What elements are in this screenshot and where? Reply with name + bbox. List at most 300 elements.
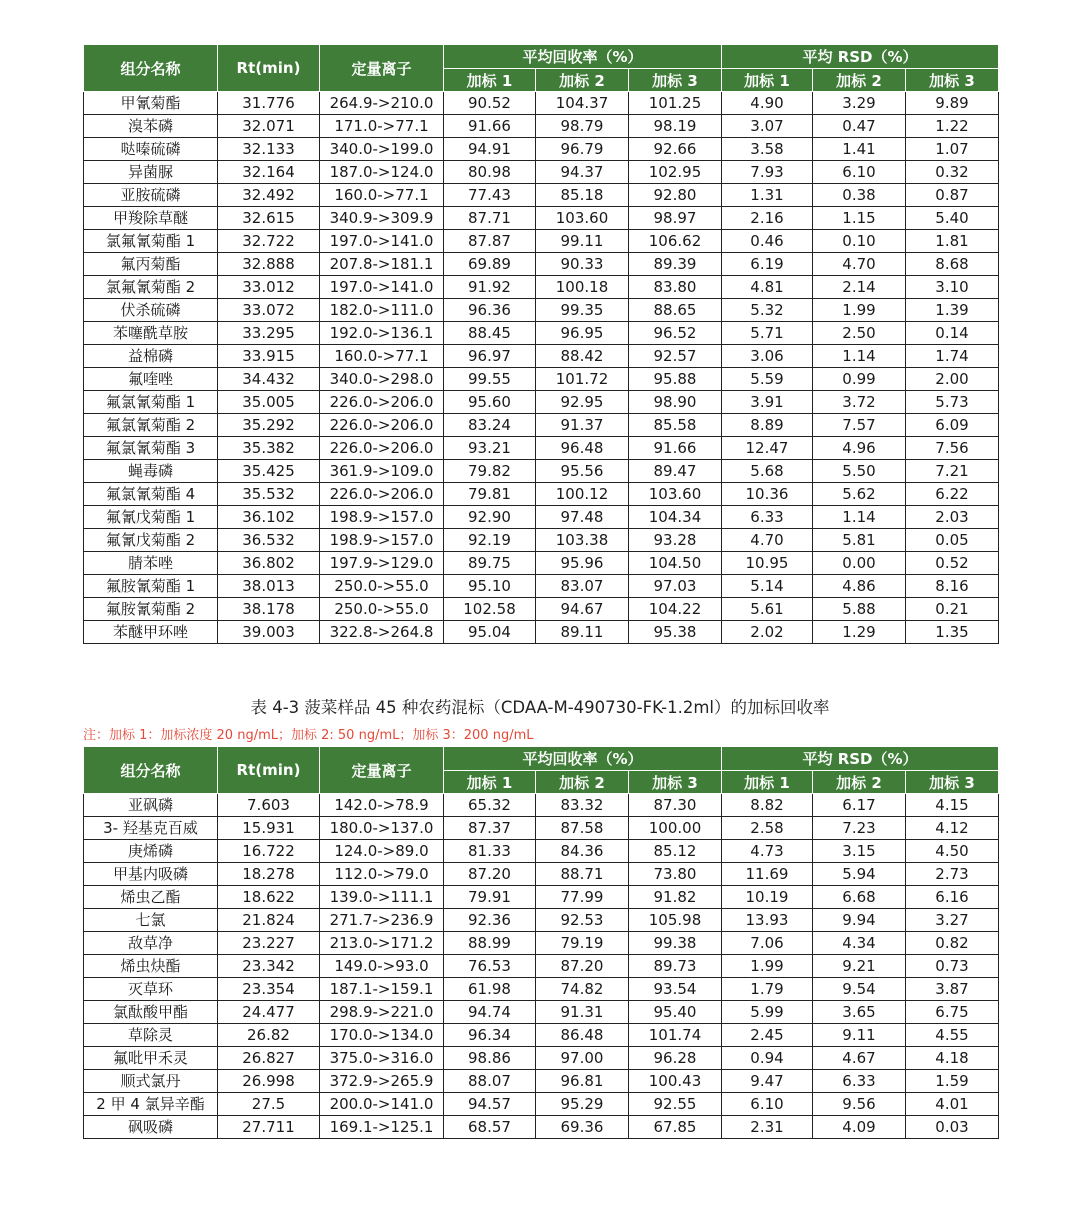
cell-rsd-1: 11.69 xyxy=(722,863,813,886)
cell-ion: 160.0->77.1 xyxy=(320,345,444,368)
cell-recovery-2: 94.37 xyxy=(536,161,629,184)
cell-rt: 23.342 xyxy=(218,955,320,978)
cell-recovery-3: 102.95 xyxy=(629,161,722,184)
cell-rsd-3: 6.09 xyxy=(906,414,999,437)
cell-rsd-1: 10.36 xyxy=(722,483,813,506)
cell-recovery-3: 89.73 xyxy=(629,955,722,978)
cell-rt: 18.278 xyxy=(218,863,320,886)
cell-rsd-1: 10.95 xyxy=(722,552,813,575)
cell-ion: 180.0->137.0 xyxy=(320,817,444,840)
cell-ion: 298.9->221.0 xyxy=(320,1001,444,1024)
cell-ion: 182.0->111.0 xyxy=(320,299,444,322)
cell-recovery-1: 87.87 xyxy=(444,230,536,253)
cell-rsd-2: 4.86 xyxy=(813,575,906,598)
cell-rsd-2: 5.88 xyxy=(813,598,906,621)
cell-rsd-2: 9.54 xyxy=(813,978,906,1001)
cell-recovery-1: 61.98 xyxy=(444,978,536,1001)
cell-rsd-1: 1.99 xyxy=(722,955,813,978)
cell-name: 氟氯氰菊酯 4 xyxy=(84,483,218,506)
cell-rsd-3: 0.82 xyxy=(906,932,999,955)
table-row xyxy=(84,299,999,322)
cell-name: 氟胺氰菊酯 1 xyxy=(84,575,218,598)
cell-name: 氟喹唑 xyxy=(84,368,218,391)
cell-rsd-2: 2.14 xyxy=(813,276,906,299)
table-row xyxy=(84,840,999,863)
cell-rsd-2: 6.10 xyxy=(813,161,906,184)
header-rsd-level1: 加标 1 xyxy=(722,771,813,794)
cell-rsd-1: 2.58 xyxy=(722,817,813,840)
cell-rsd-3: 6.75 xyxy=(906,1001,999,1024)
cell-rsd-1: 5.99 xyxy=(722,1001,813,1024)
cell-recovery-3: 87.30 xyxy=(629,794,722,817)
cell-rsd-2: 5.81 xyxy=(813,529,906,552)
cell-rsd-3: 8.68 xyxy=(906,253,999,276)
cell-name: 烯虫炔酯 xyxy=(84,955,218,978)
cell-recovery-1: 102.58 xyxy=(444,598,536,621)
cell-ion: 271.7->236.9 xyxy=(320,909,444,932)
cell-recovery-3: 88.65 xyxy=(629,299,722,322)
cell-name: 蝇毒磷 xyxy=(84,460,218,483)
cell-recovery-3: 93.28 xyxy=(629,529,722,552)
cell-rsd-2: 7.23 xyxy=(813,817,906,840)
cell-rsd-1: 9.47 xyxy=(722,1070,813,1093)
cell-recovery-1: 88.99 xyxy=(444,932,536,955)
cell-name: 益棉磷 xyxy=(84,345,218,368)
cell-rsd-3: 6.16 xyxy=(906,886,999,909)
cell-ion: 187.0->124.0 xyxy=(320,161,444,184)
cell-ion: 226.0->206.0 xyxy=(320,437,444,460)
cell-rsd-1: 12.47 xyxy=(722,437,813,460)
cell-rsd-1: 2.45 xyxy=(722,1024,813,1047)
cell-recovery-3: 83.80 xyxy=(629,276,722,299)
header-ion: 定量离子 xyxy=(320,45,444,92)
cell-rsd-1: 2.16 xyxy=(722,207,813,230)
cell-name: 砜吸磷 xyxy=(84,1116,218,1139)
cell-rsd-1: 2.02 xyxy=(722,621,813,644)
cell-ion: 149.0->93.0 xyxy=(320,955,444,978)
cell-rsd-1: 2.31 xyxy=(722,1116,813,1139)
table-row xyxy=(84,437,999,460)
cell-rsd-1: 10.19 xyxy=(722,886,813,909)
cell-rsd-2: 3.72 xyxy=(813,391,906,414)
cell-recovery-1: 80.98 xyxy=(444,161,536,184)
table-row xyxy=(84,276,999,299)
cell-ion: 198.9->157.0 xyxy=(320,529,444,552)
cell-rt: 26.827 xyxy=(218,1047,320,1070)
cell-recovery-1: 93.21 xyxy=(444,437,536,460)
header-rsd-group: 平均 RSD（%） xyxy=(722,747,999,771)
cell-recovery-1: 92.90 xyxy=(444,506,536,529)
cell-recovery-2: 98.79 xyxy=(536,115,629,138)
table-row xyxy=(84,932,999,955)
cell-name: 异菌脲 xyxy=(84,161,218,184)
cell-rsd-3: 8.16 xyxy=(906,575,999,598)
cell-recovery-1: 95.60 xyxy=(444,391,536,414)
cell-rsd-2: 4.34 xyxy=(813,932,906,955)
cell-name: 氟氰戊菊酯 2 xyxy=(84,529,218,552)
cell-rsd-3: 7.56 xyxy=(906,437,999,460)
header-rt: Rt(min) xyxy=(218,747,320,794)
cell-rt: 26.998 xyxy=(218,1070,320,1093)
cell-rsd-1: 8.82 xyxy=(722,794,813,817)
table-row xyxy=(84,322,999,345)
cell-recovery-1: 96.34 xyxy=(444,1024,536,1047)
cell-rt: 35.292 xyxy=(218,414,320,437)
cell-recovery-2: 89.11 xyxy=(536,621,629,644)
cell-recovery-3: 92.66 xyxy=(629,138,722,161)
cell-rsd-3: 2.73 xyxy=(906,863,999,886)
cell-recovery-2: 103.38 xyxy=(536,529,629,552)
cell-rt: 38.178 xyxy=(218,598,320,621)
table-row xyxy=(84,598,999,621)
cell-name: 2 甲 4 氯异辛酯 xyxy=(84,1093,218,1116)
cell-rsd-3: 0.14 xyxy=(906,322,999,345)
cell-rt: 35.425 xyxy=(218,460,320,483)
cell-rsd-3: 2.03 xyxy=(906,506,999,529)
cell-rsd-2: 5.94 xyxy=(813,863,906,886)
cell-name: 灭草环 xyxy=(84,978,218,1001)
cell-ion: 160.0->77.1 xyxy=(320,184,444,207)
cell-ion: 169.1->125.1 xyxy=(320,1116,444,1139)
cell-recovery-1: 79.91 xyxy=(444,886,536,909)
cell-rsd-3: 4.55 xyxy=(906,1024,999,1047)
cell-rsd-3: 1.07 xyxy=(906,138,999,161)
cell-recovery-3: 98.19 xyxy=(629,115,722,138)
cell-rt: 33.295 xyxy=(218,322,320,345)
table-row xyxy=(84,621,999,644)
cell-rsd-3: 5.73 xyxy=(906,391,999,414)
cell-name: 氟胺氰菊酯 2 xyxy=(84,598,218,621)
cell-rt: 32.492 xyxy=(218,184,320,207)
cell-rsd-1: 8.89 xyxy=(722,414,813,437)
cell-rsd-3: 0.21 xyxy=(906,598,999,621)
table-row xyxy=(84,253,999,276)
cell-name: 庚烯磷 xyxy=(84,840,218,863)
cell-rsd-1: 13.93 xyxy=(722,909,813,932)
cell-ion: 197.0->141.0 xyxy=(320,276,444,299)
cell-recovery-1: 99.55 xyxy=(444,368,536,391)
cell-name: 氯氟氰菊酯 1 xyxy=(84,230,218,253)
header-rsd-level3: 加标 3 xyxy=(906,771,999,794)
cell-rsd-1: 1.31 xyxy=(722,184,813,207)
cell-recovery-2: 91.31 xyxy=(536,1001,629,1024)
cell-ion: 124.0->89.0 xyxy=(320,840,444,863)
cell-ion: 142.0->78.9 xyxy=(320,794,444,817)
cell-rsd-2: 4.96 xyxy=(813,437,906,460)
table-row xyxy=(84,207,999,230)
cell-rsd-1: 4.81 xyxy=(722,276,813,299)
cell-recovery-2: 95.96 xyxy=(536,552,629,575)
cell-recovery-2: 94.67 xyxy=(536,598,629,621)
cell-rsd-1: 3.06 xyxy=(722,345,813,368)
cell-recovery-1: 81.33 xyxy=(444,840,536,863)
cell-recovery-2: 87.20 xyxy=(536,955,629,978)
table-row xyxy=(84,460,999,483)
cell-recovery-1: 65.32 xyxy=(444,794,536,817)
cell-rt: 35.382 xyxy=(218,437,320,460)
cell-rsd-1: 3.07 xyxy=(722,115,813,138)
cell-name: 氟氯氰菊酯 1 xyxy=(84,391,218,414)
cell-ion: 200.0->141.0 xyxy=(320,1093,444,1116)
cell-recovery-1: 79.82 xyxy=(444,460,536,483)
cell-rsd-2: 4.67 xyxy=(813,1047,906,1070)
cell-rsd-1: 3.91 xyxy=(722,391,813,414)
cell-rsd-3: 0.03 xyxy=(906,1116,999,1139)
cell-rt: 32.071 xyxy=(218,115,320,138)
cell-recovery-1: 87.37 xyxy=(444,817,536,840)
cell-rsd-1: 5.32 xyxy=(722,299,813,322)
header-recovery-level1: 加标 1 xyxy=(444,771,536,794)
table-2-body xyxy=(84,794,999,1139)
cell-ion: 187.1->159.1 xyxy=(320,978,444,1001)
cell-recovery-1: 69.89 xyxy=(444,253,536,276)
cell-rsd-1: 4.70 xyxy=(722,529,813,552)
cell-rsd-2: 5.62 xyxy=(813,483,906,506)
header-name: 组分名称 xyxy=(84,45,218,92)
cell-recovery-1: 77.43 xyxy=(444,184,536,207)
header-ion: 定量离子 xyxy=(320,747,444,794)
header-name: 组分名称 xyxy=(84,747,218,794)
table-row xyxy=(84,1070,999,1093)
table-row xyxy=(84,1047,999,1070)
cell-ion: 340.0->199.0 xyxy=(320,138,444,161)
cell-ion: 361.9->109.0 xyxy=(320,460,444,483)
cell-name: 氟氰戊菊酯 1 xyxy=(84,506,218,529)
cell-recovery-2: 104.37 xyxy=(536,92,629,115)
table-row xyxy=(84,1001,999,1024)
cell-recovery-2: 96.48 xyxy=(536,437,629,460)
cell-rt: 32.722 xyxy=(218,230,320,253)
cell-rsd-2: 6.17 xyxy=(813,794,906,817)
table-note: 注：加标 1：加标浓度 20 ng/mL；加标 2: 50 ng/mL；加标 3：200 ng/mL xyxy=(83,728,534,743)
cell-recovery-1: 96.97 xyxy=(444,345,536,368)
cell-rt: 33.012 xyxy=(218,276,320,299)
cell-ion: 250.0->55.0 xyxy=(320,575,444,598)
cell-rt: 21.824 xyxy=(218,909,320,932)
cell-rsd-1: 7.06 xyxy=(722,932,813,955)
cell-name: 溴苯磷 xyxy=(84,115,218,138)
cell-rsd-3: 0.52 xyxy=(906,552,999,575)
cell-rsd-1: 5.61 xyxy=(722,598,813,621)
cell-rt: 38.013 xyxy=(218,575,320,598)
cell-name: 哒嗪硫磷 xyxy=(84,138,218,161)
cell-recovery-3: 103.60 xyxy=(629,483,722,506)
cell-recovery-3: 92.80 xyxy=(629,184,722,207)
cell-rsd-2: 4.70 xyxy=(813,253,906,276)
cell-name: 甲基内吸磷 xyxy=(84,863,218,886)
table-row xyxy=(84,909,999,932)
cell-recovery-3: 98.90 xyxy=(629,391,722,414)
cell-rsd-2: 0.10 xyxy=(813,230,906,253)
cell-name: 甲氰菊酯 xyxy=(84,92,218,115)
cell-rt: 27.711 xyxy=(218,1116,320,1139)
cell-recovery-2: 99.35 xyxy=(536,299,629,322)
cell-name: 草除灵 xyxy=(84,1024,218,1047)
cell-recovery-2: 69.36 xyxy=(536,1116,629,1139)
cell-ion: 372.9->265.9 xyxy=(320,1070,444,1093)
cell-recovery-2: 87.58 xyxy=(536,817,629,840)
cell-recovery-1: 68.57 xyxy=(444,1116,536,1139)
table-row xyxy=(84,115,999,138)
cell-ion: 226.0->206.0 xyxy=(320,391,444,414)
cell-rsd-2: 5.50 xyxy=(813,460,906,483)
cell-recovery-2: 84.36 xyxy=(536,840,629,863)
cell-rt: 24.477 xyxy=(218,1001,320,1024)
cell-rt: 18.622 xyxy=(218,886,320,909)
cell-rsd-1: 5.68 xyxy=(722,460,813,483)
cell-rt: 7.603 xyxy=(218,794,320,817)
cell-rsd-3: 4.01 xyxy=(906,1093,999,1116)
cell-recovery-3: 85.12 xyxy=(629,840,722,863)
table-row xyxy=(84,345,999,368)
cell-rsd-3: 4.50 xyxy=(906,840,999,863)
cell-name: 苯噻酰草胺 xyxy=(84,322,218,345)
cell-rsd-3: 3.27 xyxy=(906,909,999,932)
cell-rsd-2: 3.15 xyxy=(813,840,906,863)
cell-rt: 34.432 xyxy=(218,368,320,391)
cell-rsd-3: 1.74 xyxy=(906,345,999,368)
cell-recovery-2: 101.72 xyxy=(536,368,629,391)
cell-ion: 171.0->77.1 xyxy=(320,115,444,138)
cell-recovery-1: 94.91 xyxy=(444,138,536,161)
cell-recovery-1: 90.52 xyxy=(444,92,536,115)
cell-recovery-3: 89.39 xyxy=(629,253,722,276)
cell-recovery-2: 85.18 xyxy=(536,184,629,207)
table-row xyxy=(84,368,999,391)
table-caption: 表 4-3 菠菜样品 45 种农药混标（CDAA-M-490730-FK-1.2ml）的加标回收率 xyxy=(250,698,830,717)
table-row xyxy=(84,529,999,552)
header-recovery-level3: 加标 3 xyxy=(629,69,722,92)
cell-rt: 23.354 xyxy=(218,978,320,1001)
header-recovery-level2: 加标 2 xyxy=(536,771,629,794)
cell-rt: 31.776 xyxy=(218,92,320,115)
cell-rsd-3: 1.35 xyxy=(906,621,999,644)
cell-ion: 207.8->181.1 xyxy=(320,253,444,276)
cell-name: 氟氯氰菊酯 2 xyxy=(84,414,218,437)
cell-rsd-1: 4.90 xyxy=(722,92,813,115)
cell-recovery-3: 95.38 xyxy=(629,621,722,644)
header-rsd-level3: 加标 3 xyxy=(906,69,999,92)
cell-rt: 15.931 xyxy=(218,817,320,840)
cell-name: 伏杀硫磷 xyxy=(84,299,218,322)
cell-rt: 35.532 xyxy=(218,483,320,506)
cell-rsd-1: 0.94 xyxy=(722,1047,813,1070)
cell-rsd-2: 1.41 xyxy=(813,138,906,161)
cell-rsd-1: 7.93 xyxy=(722,161,813,184)
cell-recovery-2: 96.81 xyxy=(536,1070,629,1093)
cell-recovery-2: 100.12 xyxy=(536,483,629,506)
cell-recovery-3: 99.38 xyxy=(629,932,722,955)
cell-rsd-3: 7.21 xyxy=(906,460,999,483)
header-rsd-level1: 加标 1 xyxy=(722,69,813,92)
table-row xyxy=(84,1024,999,1047)
cell-recovery-1: 88.07 xyxy=(444,1070,536,1093)
table-row xyxy=(84,1116,999,1139)
cell-rsd-3: 4.15 xyxy=(906,794,999,817)
cell-rt: 23.227 xyxy=(218,932,320,955)
cell-rsd-2: 6.33 xyxy=(813,1070,906,1093)
cell-recovery-3: 104.22 xyxy=(629,598,722,621)
cell-rsd-2: 7.57 xyxy=(813,414,906,437)
cell-recovery-2: 96.95 xyxy=(536,322,629,345)
recovery-table-2 xyxy=(83,746,999,1139)
recovery-table-1 xyxy=(83,44,999,644)
cell-recovery-3: 93.54 xyxy=(629,978,722,1001)
cell-name: 3- 羟基克百威 xyxy=(84,817,218,840)
cell-recovery-1: 87.71 xyxy=(444,207,536,230)
table-row xyxy=(84,794,999,817)
cell-rsd-2: 1.29 xyxy=(813,621,906,644)
cell-rsd-1: 5.71 xyxy=(722,322,813,345)
table-row xyxy=(84,483,999,506)
cell-recovery-1: 92.36 xyxy=(444,909,536,932)
cell-rt: 36.532 xyxy=(218,529,320,552)
cell-recovery-3: 95.40 xyxy=(629,1001,722,1024)
cell-recovery-3: 105.98 xyxy=(629,909,722,932)
cell-rsd-3: 1.59 xyxy=(906,1070,999,1093)
cell-rt: 39.003 xyxy=(218,621,320,644)
cell-rsd-2: 9.11 xyxy=(813,1024,906,1047)
cell-recovery-3: 85.58 xyxy=(629,414,722,437)
cell-recovery-3: 92.55 xyxy=(629,1093,722,1116)
cell-rsd-2: 9.21 xyxy=(813,955,906,978)
cell-rsd-3: 1.81 xyxy=(906,230,999,253)
cell-name: 氯氟氰菊酯 2 xyxy=(84,276,218,299)
table-row xyxy=(84,92,999,115)
cell-name: 烯虫乙酯 xyxy=(84,886,218,909)
cell-recovery-3: 106.62 xyxy=(629,230,722,253)
cell-recovery-2: 95.56 xyxy=(536,460,629,483)
cell-rt: 35.005 xyxy=(218,391,320,414)
cell-rsd-2: 0.00 xyxy=(813,552,906,575)
cell-recovery-3: 92.57 xyxy=(629,345,722,368)
table-row xyxy=(84,230,999,253)
table-row xyxy=(84,414,999,437)
cell-rsd-3: 3.10 xyxy=(906,276,999,299)
cell-name: 氟丙菊酯 xyxy=(84,253,218,276)
cell-rsd-2: 9.94 xyxy=(813,909,906,932)
cell-name: 顺式氯丹 xyxy=(84,1070,218,1093)
cell-rsd-3: 3.87 xyxy=(906,978,999,1001)
cell-rsd-1: 6.33 xyxy=(722,506,813,529)
cell-ion: 322.8->264.8 xyxy=(320,621,444,644)
cell-ion: 340.0->298.0 xyxy=(320,368,444,391)
cell-rsd-3: 1.22 xyxy=(906,115,999,138)
cell-name: 甲羧除草醚 xyxy=(84,207,218,230)
table-row xyxy=(84,552,999,575)
cell-rsd-2: 1.14 xyxy=(813,345,906,368)
cell-recovery-1: 92.19 xyxy=(444,529,536,552)
cell-recovery-3: 91.66 xyxy=(629,437,722,460)
cell-rsd-2: 1.14 xyxy=(813,506,906,529)
cell-rsd-1: 0.46 xyxy=(722,230,813,253)
cell-recovery-3: 95.88 xyxy=(629,368,722,391)
cell-recovery-2: 88.71 xyxy=(536,863,629,886)
cell-recovery-2: 100.18 xyxy=(536,276,629,299)
cell-recovery-3: 100.00 xyxy=(629,817,722,840)
cell-recovery-2: 97.00 xyxy=(536,1047,629,1070)
table-row xyxy=(84,863,999,886)
cell-rsd-2: 0.99 xyxy=(813,368,906,391)
cell-rsd-3: 1.39 xyxy=(906,299,999,322)
cell-recovery-1: 76.53 xyxy=(444,955,536,978)
cell-recovery-1: 94.74 xyxy=(444,1001,536,1024)
cell-name: 腈苯唑 xyxy=(84,552,218,575)
cell-ion: 198.9->157.0 xyxy=(320,506,444,529)
cell-name: 亚砜磷 xyxy=(84,794,218,817)
table-row xyxy=(84,955,999,978)
cell-recovery-2: 88.42 xyxy=(536,345,629,368)
